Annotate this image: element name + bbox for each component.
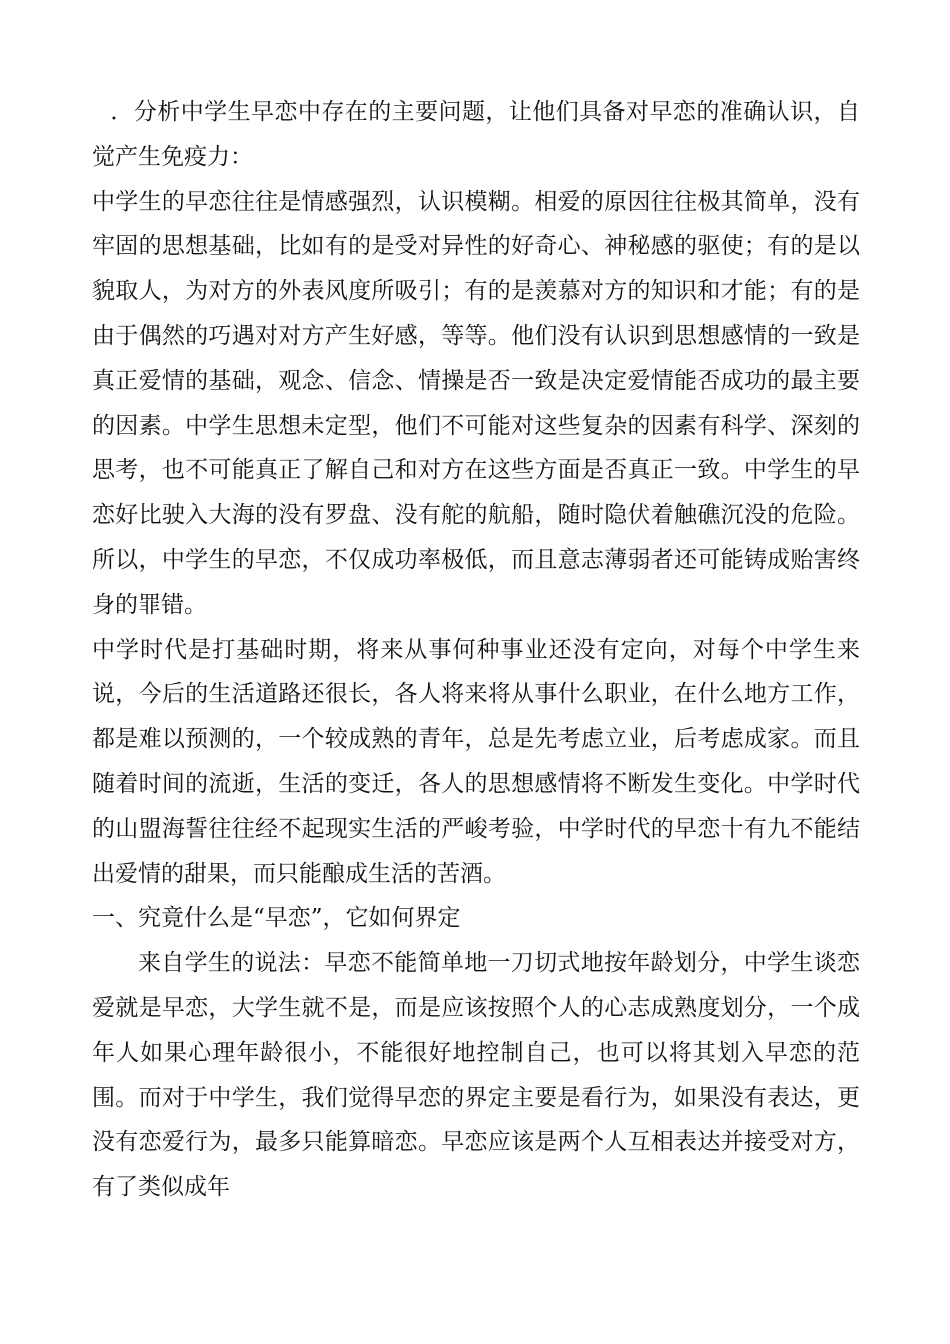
document-body: [92, 90, 860, 1210]
section-heading-definition: 一、究竟什么是“早恋”，它如何界定: [92, 905, 461, 932]
paragraph-analysis-intro: ．分析中学生早恋中存在的主要问题，让他们具备对早恋的准确认识，自觉产生免疫力：: [92, 99, 860, 170]
paragraph-student-views: 来自学生的说法：早恋不能简单地一刀切式地按年龄划分，中学生谈恋爱就是早恋，大学生就不是，而是应该按照个人的心志成熟度划分，一个成年人如果心理年龄很小，不能很好地控制自己，也可以将其划入早恋的范围。而对于中学生，我们觉得早恋的界定主要是看行为，如果没有表达，更没有恋爱行为，最多只能算暗恋。早恋应该是两个人互相表达并接受对方，有了类似成年: [92, 950, 860, 1201]
paragraph-early-love-characteristics: 中学生的早恋往往是情感强烈，认识模糊。相爱的原因往往极其简单，没有牢固的思想基础，比如有的是受对异性的好奇心、神秘感的驱使；有的是以貌取人，为对方的外表风度所吸引；有的是羡慕对方的知识和才能；有的是由于偶然的巧遇对对方产生好感，等等。他们没有认识到思想感情的一致是真正爱情的基础，观念、信念、情操是否一致是决定爱情能否成功的最主要的因素。中学生思想未定型，他们不可能对这些复杂的因素有科学、深刻的思考，也不可能真正了解自己和对方在这些方面是否真正一致。中学生的早恋好比驶入大海的没有罗盘、没有舵的航船，随时隐伏着触礁沉没的危险。所以，中学生的早恋，不仅成功率极低，而且意志薄弱者还可能铸成贻害终身的罪错。: [92, 188, 860, 618]
paragraph-middle-school-foundation: 中学时代是打基础时期，将来从事何种事业还没有定向，对每个中学生来说，今后的生活道路还很长，各人将来将从事什么职业，在什么地方工作，都是难以预测的，一个较成熟的青年，总是先考虑立业，后考虑成家。而且随着时间的流逝，生活的变迁，各人的思想感情将不断发生变化。中学时代的山盟海誓往往经不起现实生活的严峻考验，中学时代的早恋十有九不能结出爱情的甜果，而只能酿成生活的苦酒。: [92, 636, 860, 887]
